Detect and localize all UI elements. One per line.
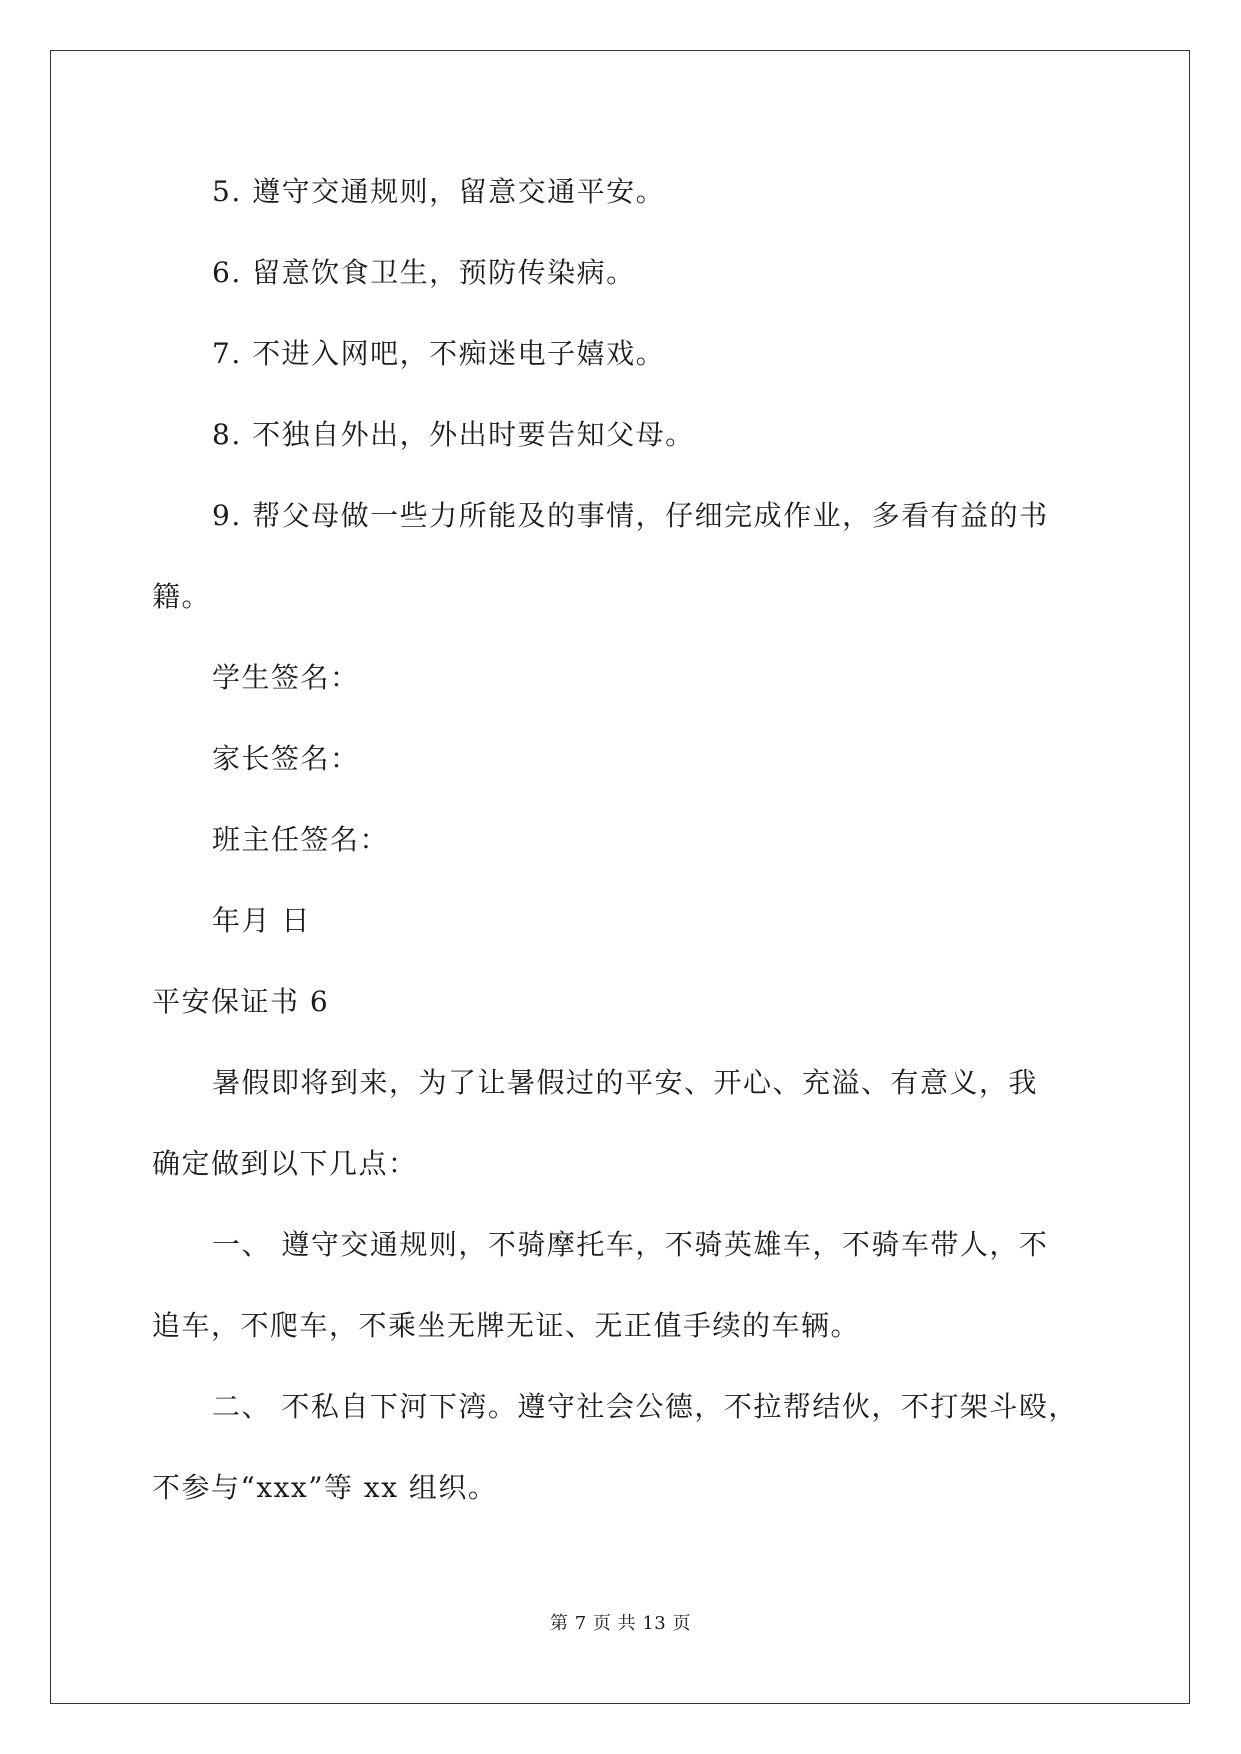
point-2-line-1: 二、 不私自下河下湾。遵守社会公德，不拉帮结伙，不打架斗殴， bbox=[212, 1390, 1078, 1423]
item-7: 7. 不进入网吧，不痴迷电子嬉戏。 bbox=[212, 337, 666, 370]
parent-signature-label: 家长签名： bbox=[212, 742, 360, 775]
item-6: 6. 留意饮食卫生，预防传染病。 bbox=[212, 256, 636, 289]
intro-line-2: 确定做到以下几点： bbox=[152, 1147, 418, 1180]
item-8: 8. 不独自外出，外出时要告知父母。 bbox=[212, 418, 695, 451]
page-border bbox=[50, 50, 1190, 1704]
section-title: 平安保证书 6 bbox=[152, 985, 330, 1018]
point-2-line-2: 不参与“xxx”等 xx 组织。 bbox=[152, 1471, 498, 1504]
item-9-line-1: 9. 帮父母做一些力所能及的事情，仔细完成作业，多看有益的书 bbox=[212, 499, 1049, 532]
intro-line-1: 暑假即将到来，为了让暑假过的平安、开心、充溢、有意义，我 bbox=[212, 1066, 1039, 1099]
teacher-signature-label: 班主任签名： bbox=[212, 823, 390, 856]
item-5: 5. 遵守交通规则，留意交通平安。 bbox=[212, 175, 666, 208]
student-signature-label: 学生签名： bbox=[212, 661, 360, 694]
page-number: 第 7 页 共 13 页 bbox=[550, 1613, 691, 1634]
item-9-line-2: 籍。 bbox=[152, 580, 212, 613]
point-1-line-2: 追车，不爬车，不乘坐无牌无证、无正值手续的车辆。 bbox=[152, 1309, 861, 1342]
date-label: 年月 日 bbox=[212, 904, 311, 937]
point-1-line-1: 一、 遵守交通规则，不骑摩托车，不骑英雄车，不骑车带人，不 bbox=[212, 1228, 1049, 1261]
